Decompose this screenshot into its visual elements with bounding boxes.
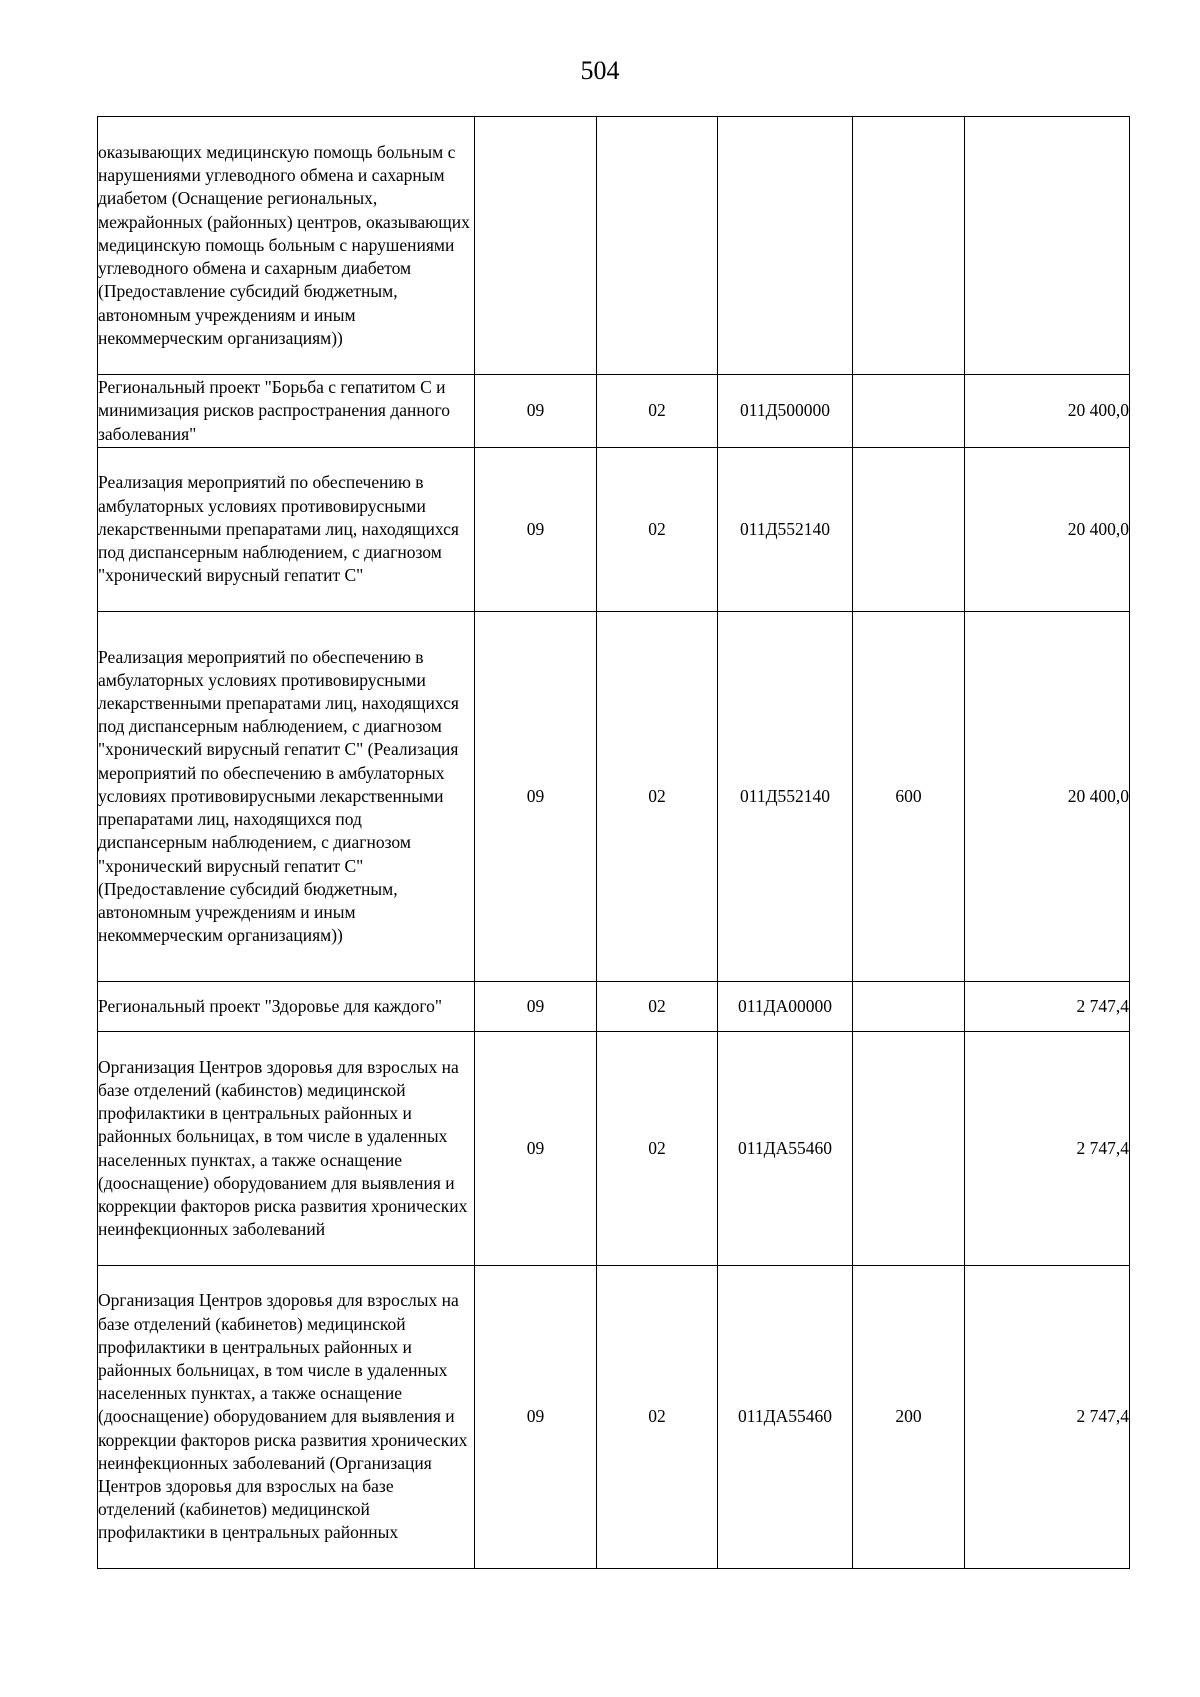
amount-cell: 2 747,4 (965, 982, 1130, 1032)
section-code-cell: 09 (475, 1266, 597, 1569)
row-name-cell (98, 612, 475, 982)
row-name-cell (98, 375, 475, 448)
target-article-cell: 011ДА00000 (718, 982, 853, 1032)
expense-type-cell (853, 117, 965, 375)
expense-type-cell: 200 (853, 1266, 965, 1569)
section-code-cell: 09 (475, 982, 597, 1032)
row-name: оказывающих медицинскую помощь больным с нарушениями углеводного обмена и сахарным диабетом (Оснащение региональных, межрайонных (районных) центров, оказывающих медицинскую помощь больным с нарушениями углеводного обмена и сахарным диабетом (Предоставление субсидий бюджетным, автономным учреждениям и иным некоммерческим организациям)) (98, 142, 470, 348)
subsection-code-cell: 02 (597, 982, 718, 1032)
table-row (98, 982, 1130, 1032)
subsection-code-cell (597, 117, 718, 375)
row-name-cell (98, 448, 475, 612)
expense-type-cell (853, 448, 965, 612)
expense-type-cell (853, 375, 965, 448)
page-number: 504 (580, 56, 620, 85)
target-article-cell (718, 117, 853, 375)
table-row (98, 375, 1130, 448)
subsection-code-cell: 02 (597, 1032, 718, 1266)
section-code-cell: 09 (475, 375, 597, 448)
amount-cell: 2 747,4 (965, 1266, 1130, 1569)
row-name: Региональный проект "Здоровье для каждого" (98, 995, 443, 1016)
row-name: Реализация мероприятий по обеспечению в амбулаторных условиях противовирусными лекарственными препаратами лиц, находящихся под диспансерным наблюдением, с диагнозом "хронический вирусный гепатит С" (98, 472, 459, 586)
section-code-cell (475, 117, 597, 375)
amount-cell: 20 400,0 (965, 375, 1130, 448)
expense-type-cell: 600 (853, 612, 965, 982)
budget-table (97, 116, 1130, 1569)
target-article-cell: 011ДА55460 (718, 1266, 853, 1569)
table-row (98, 612, 1130, 982)
row-name-cell (98, 117, 475, 375)
row-name: Организация Центров здоровья для взрослых на базе отделений (кабинстов) медицинской профилактики в центральных районных и районных больницах, в том числе в удаленных населенных пунктах, а также оснащение (дооснащение) оборудованием для выявления и коррекции факторов риска развития хронических неинфекционных заболеваний (98, 1056, 468, 1240)
amount-cell: 20 400,0 (965, 612, 1130, 982)
target-article-cell: 011Д500000 (718, 375, 853, 448)
expense-type-cell (853, 982, 965, 1032)
section-code-cell: 09 (475, 448, 597, 612)
row-name: Реализация мероприятий по обеспечению в амбулаторных условиях противовирусными лекарственными препаратами лиц, находящихся под диспансерным наблюдением, с диагнозом "хронический вирусный гепатит С" (Реализация мероприятий по обеспечению в амбулаторных условиях противовирусными лекарственными препаратами лиц, находящихся под диспансерным наблюдением, с диагнозом "хронический вирусный гепатит С" (Предоставление субсидий бюджетным, автономным учреждениям и иным некоммерческим организациям)) (98, 646, 459, 946)
subsection-code-cell: 02 (597, 448, 718, 612)
subsection-code-cell: 02 (597, 612, 718, 982)
row-name: Организация Центров здоровья для взрослых на базе отделений (кабинетов) медицинской профилактики в центральных районных и районных больницах, в том числе в удаленных населенных пунктах, а также оснащение (дооснащение) оборудованием для выявления и коррекции факторов риска развития хронических неинфекционных заболеваний (Организация Центров здоровья для взрослых на базе отделений (кабинетов) медицинской профилактики в центральных районных (98, 1290, 468, 1543)
row-name-cell (98, 982, 475, 1032)
amount-cell (965, 117, 1130, 375)
section-code-cell: 09 (475, 1032, 597, 1266)
amount-cell: 2 747,4 (965, 1032, 1130, 1266)
subsection-code-cell: 02 (597, 375, 718, 448)
row-name: Региональный проект "Борьба с гепатитом С и минимизация рисков распространения данного заболевания" (98, 377, 450, 444)
target-article-cell: 011ДА55460 (718, 1032, 853, 1266)
amount-cell: 20 400,0 (965, 448, 1130, 612)
target-article-cell: 011Д552140 (718, 612, 853, 982)
row-name-cell (98, 1032, 475, 1266)
table-row (98, 1266, 1130, 1569)
expense-type-cell (853, 1032, 965, 1266)
table-row (98, 1032, 1130, 1266)
table-row (98, 448, 1130, 612)
section-code-cell: 09 (475, 612, 597, 982)
row-name-cell (98, 1266, 475, 1569)
table-row (98, 117, 1130, 375)
subsection-code-cell: 02 (597, 1266, 718, 1569)
target-article-cell: 011Д552140 (718, 448, 853, 612)
